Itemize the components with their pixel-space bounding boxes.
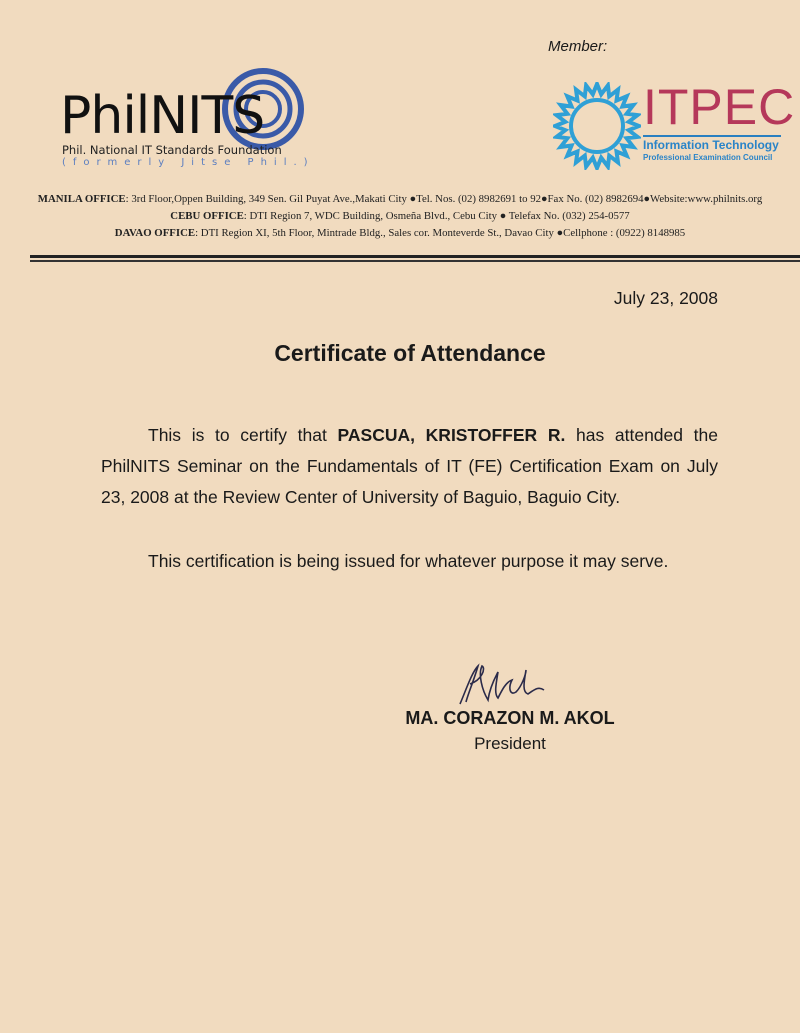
- signature-image: [452, 660, 552, 710]
- header-rule: [30, 255, 800, 258]
- office-text: : DTI Region 7, WDC Building, Osmeña Blvd., Cebu City ● Telefax No. (032) 254-0577: [243, 210, 630, 222]
- office-davao: [0, 227, 800, 239]
- philnits-logo-subtitle: Phil. National IT Standards Foundation: [62, 143, 282, 157]
- office-label: MANILA OFFICE: [37, 193, 126, 205]
- purpose-paragraph: This certification is being issued for whatever purpose it may serve.: [148, 551, 669, 571]
- certificate-title: Certificate of Attendance: [274, 340, 546, 366]
- philnits-logo-formerly: (formerly Jitse Phil.): [62, 157, 315, 168]
- text: has attended the PhilNITS Seminar on the Fundamentals of IT (FE) Certification Exam on July 23, 2008 at the Review Center of University of Baguio, Baguio City.: [101, 425, 719, 507]
- itpec-sun-icon: [553, 82, 641, 170]
- office-cebu: [0, 210, 800, 222]
- office-label: DAVAO OFFICE: [114, 227, 196, 239]
- office-text: : DTI Region XI, 5th Floor, Mintrade Bldg., Sales cor. Monteverde St., Davao City ●Cellphone : (0922) 8148985: [195, 227, 686, 239]
- office-manila: [0, 193, 800, 205]
- itpec-divider: [643, 135, 781, 137]
- office-label: CEBU OFFICE: [170, 210, 244, 222]
- certification-paragraph: [101, 420, 718, 513]
- philnits-logo-name: PhilNITS: [60, 86, 265, 146]
- signer-title: President: [474, 734, 546, 753]
- office-text: : 3rd Floor,Oppen Building, 349 Sen. Gil Puyat Ave.,Makati City ●Tel. Nos. (02) 8982691 to 92●Fax No. (02) 8982694●Website:www.philnits.org: [125, 193, 763, 205]
- signer-name: MA. CORAZON M. AKOL: [405, 708, 615, 728]
- member-label: Member:: [548, 38, 608, 55]
- certificate-date: July 23, 2008: [613, 288, 718, 308]
- header-rule: [30, 260, 800, 262]
- itpec-logo-subtitle-2: Professional Examination Council: [643, 153, 773, 162]
- itpec-logo-subtitle: Information Technology: [643, 138, 779, 152]
- attendee-name: PASCUA, KRISTOFFER R.: [337, 425, 566, 445]
- itpec-logo-name: ITPEC: [643, 79, 796, 135]
- text: This is to certify that: [148, 425, 338, 445]
